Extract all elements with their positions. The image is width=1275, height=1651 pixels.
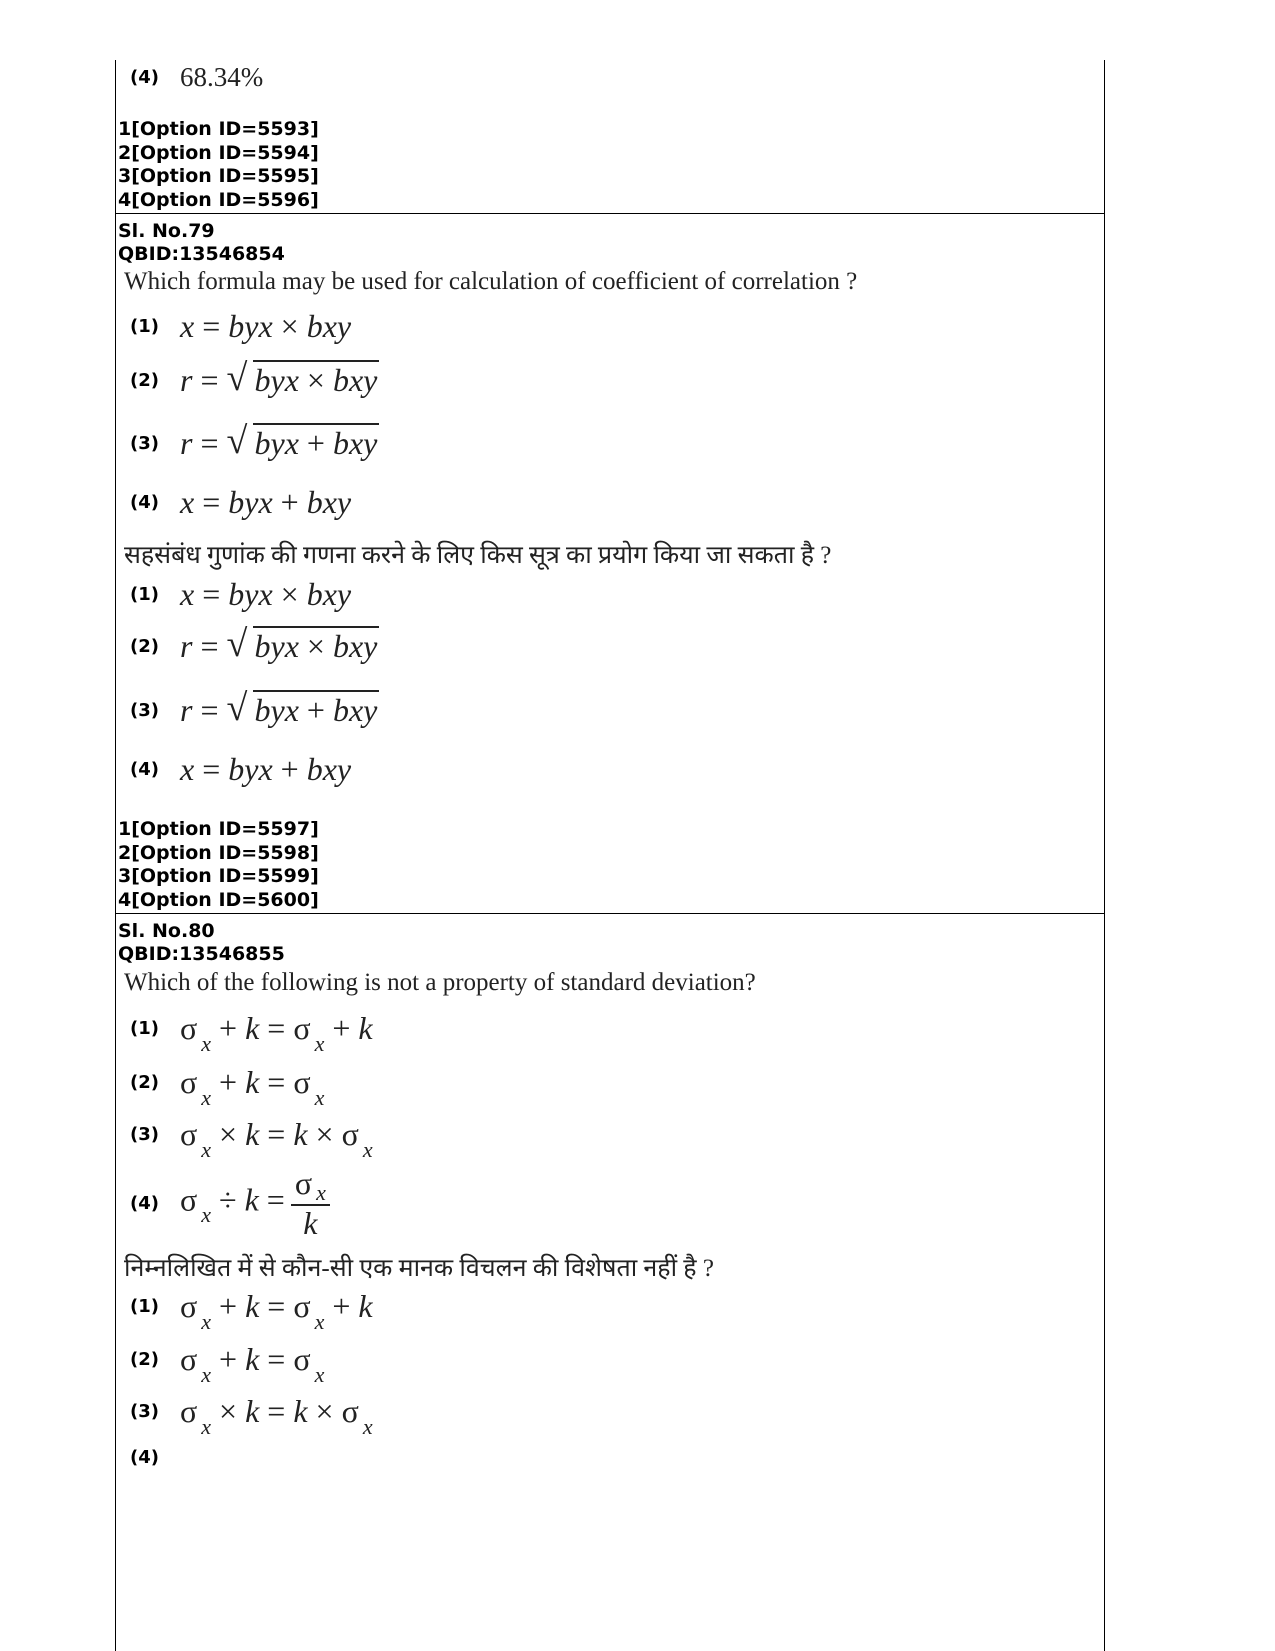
option-label: (1)	[130, 316, 159, 337]
sqrt-symbol: √ byx × bxy	[226, 357, 378, 399]
question-meta	[118, 920, 285, 966]
option-row	[130, 420, 379, 462]
question-text-en: Which of the following is not a property of standard deviation?	[124, 969, 756, 996]
divider	[115, 913, 1105, 914]
option-label: (2)	[130, 1349, 159, 1370]
option-label: (4)	[130, 759, 159, 780]
option-row	[130, 1064, 325, 1110]
option-value: 68.34%	[180, 62, 264, 92]
option-id: 3[Option ID=5599]	[118, 865, 319, 887]
option-row	[130, 357, 379, 399]
option-id-list	[118, 818, 319, 912]
option-id: 4[Option ID=5596]	[118, 188, 319, 211]
formula: x = byx × bxy	[180, 576, 352, 612]
formula: σ $_x$ ÷ k = $\frac{\text{σ x}}{k}$	[180, 1166, 330, 1240]
option-label: (2)	[130, 636, 159, 657]
serial-number: Sl. No.79	[118, 220, 215, 242]
option-label: (4)	[130, 1192, 159, 1214]
option-id: 1[Option ID=5597]	[118, 818, 319, 840]
option-row	[130, 576, 351, 613]
option-row	[130, 1116, 373, 1162]
qbid: QBID:13546854	[118, 243, 285, 265]
option-label: (2)	[130, 370, 159, 391]
formula: r = √ byx + bxy	[180, 420, 378, 462]
option-id: 1[Option ID=5593]	[118, 118, 319, 140]
option-row	[130, 484, 351, 521]
formula: r = √ byx + bxy	[180, 687, 378, 729]
option-label: (1)	[130, 1296, 159, 1317]
option-label: (3)	[130, 1124, 159, 1145]
question-text-hi: सहसंबंध गुणांक की गणना करने के लिए किस सूत्र का प्रयोग किया जा सकता है ?	[124, 542, 832, 569]
qbid: QBID:13546855	[118, 943, 285, 965]
option-row	[130, 1447, 180, 1468]
formula: σ $_x$ + k = σ $_x$ + k	[180, 1010, 373, 1056]
question-text-en: Which formula may be used for calculation of coefficient of correlation ?	[124, 268, 858, 295]
question-meta	[118, 220, 285, 266]
fraction: $\frac{\text{σ x}}{k}$	[291, 1166, 330, 1240]
option-label: (3)	[130, 1401, 159, 1422]
formula: σ $_x$ + k = σ $_x$	[180, 1064, 325, 1110]
sqrt-symbol: √ byx + bxy	[226, 420, 378, 462]
formula: x = byx + bxy	[180, 484, 352, 520]
option-id: 4[Option ID=5600]	[118, 888, 319, 911]
option-label: (1)	[130, 584, 159, 605]
option-row	[130, 1341, 325, 1387]
option-row	[130, 308, 351, 345]
option-label: (3)	[130, 700, 159, 721]
sqrt-symbol: √ byx × bxy	[226, 623, 378, 665]
option-id: 2[Option ID=5598]	[118, 841, 319, 864]
option-id: 3[Option ID=5595]	[118, 165, 319, 187]
option-label: (2)	[130, 1072, 159, 1093]
formula: r = √ byx × bxy	[180, 623, 378, 665]
option-row	[130, 1010, 373, 1056]
option-label: (3)	[130, 433, 159, 454]
option-row	[130, 62, 263, 93]
option-row	[130, 1288, 373, 1334]
divider	[115, 213, 1105, 214]
option-id: 2[Option ID=5594]	[118, 141, 319, 164]
option-row	[130, 751, 351, 788]
formula: x = byx × bxy	[180, 308, 352, 344]
option-label: (4)	[130, 492, 159, 513]
formula: σ $_x$ × k = k × σ $_x$	[180, 1116, 373, 1162]
option-row	[130, 623, 379, 665]
serial-number: Sl. No.80	[118, 920, 215, 942]
option-label: (4)	[130, 1447, 159, 1468]
formula: σ $_x$ + k = σ $_x$	[180, 1341, 325, 1387]
option-row	[130, 687, 379, 729]
option-id-list	[118, 118, 319, 212]
formula: σ $_x$ × k = k × σ $_x$	[180, 1393, 373, 1439]
option-row	[130, 1393, 373, 1439]
sqrt-symbol: √ byx + bxy	[226, 687, 378, 729]
question-text-hi: निम्नलिखित में से कौन-सी एक मानक विचलन की विशेषता नहीं है ?	[124, 1255, 714, 1282]
option-row	[130, 1166, 330, 1240]
option-label: (1)	[130, 1018, 159, 1039]
formula: r = √ byx × bxy	[180, 357, 378, 399]
formula: x = byx + bxy	[180, 751, 352, 787]
option-label: (4)	[130, 67, 159, 88]
formula: σ $_x$ + k = σ $_x$ + k	[180, 1288, 373, 1334]
